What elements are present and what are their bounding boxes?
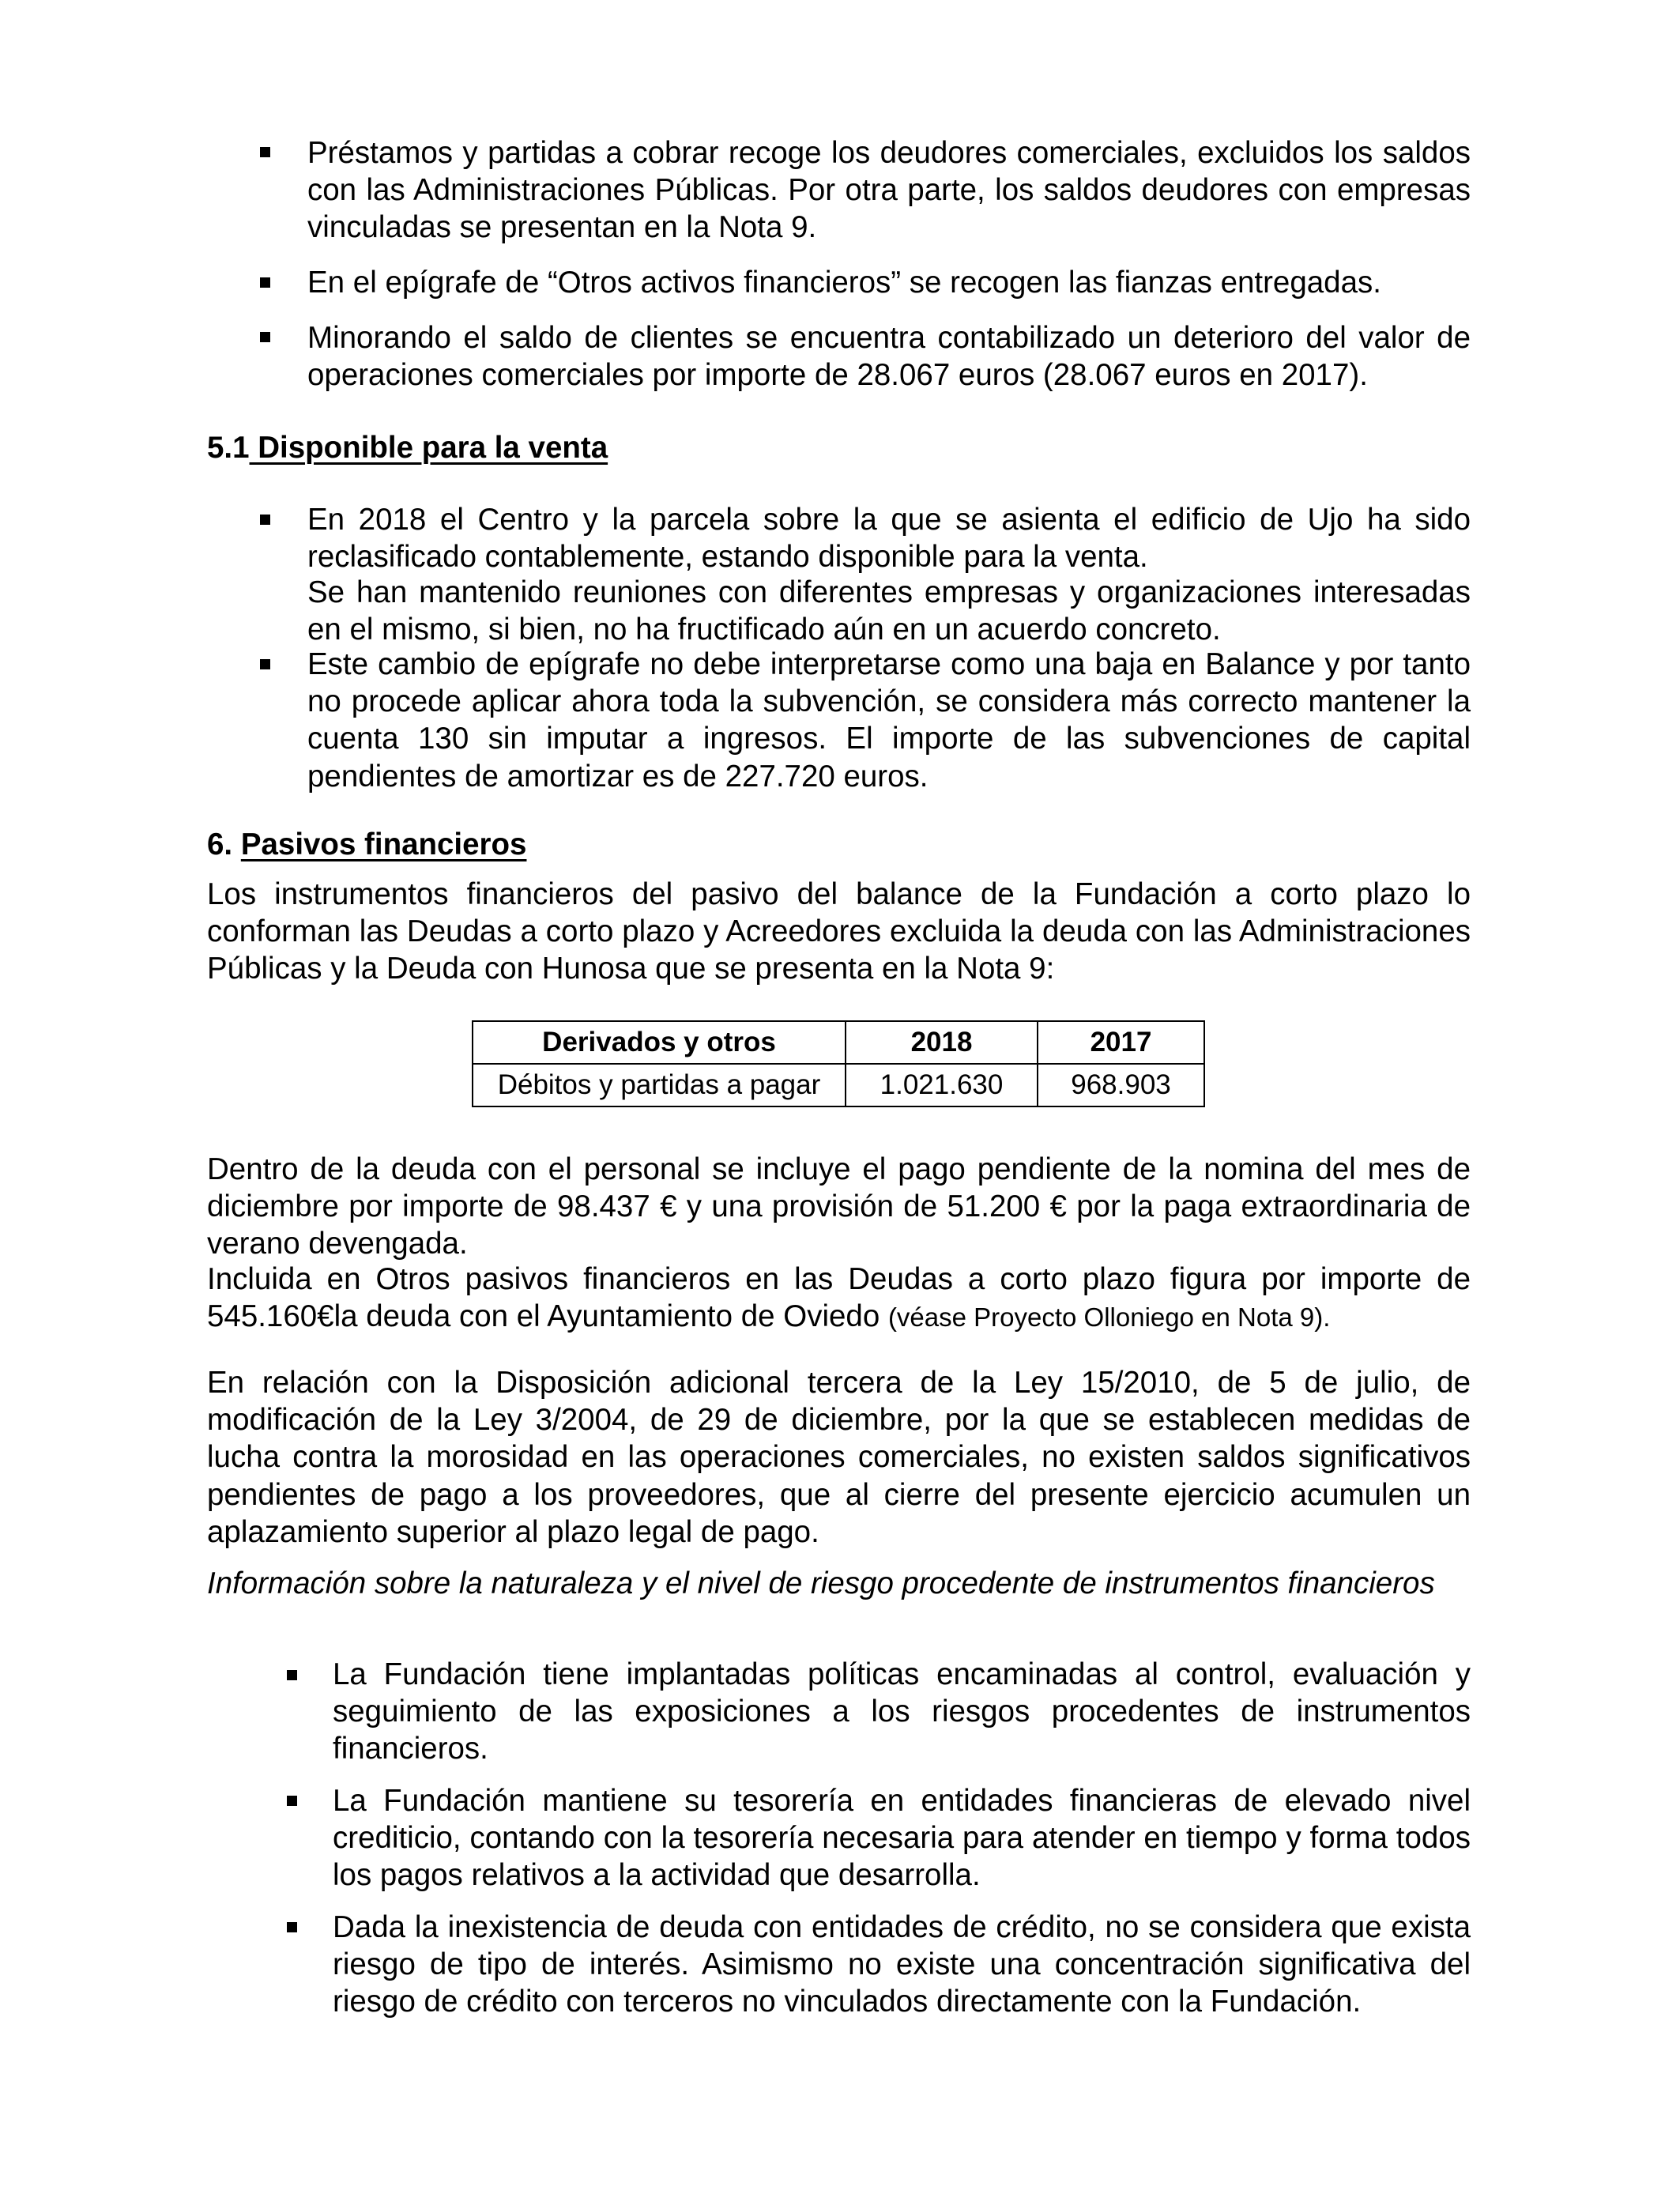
italic-subheading: Información sobre la naturaleza y el nivel de riesgo procedente de instrumentos financieros [207, 1566, 1435, 1600]
bullet-text: La Fundación tiene implantadas políticas encaminadas al control, evaluación y seguimiento de las exposiciones a los riesgos procedentes de instrumentos financieros. [333, 1657, 1471, 1766]
financial-table [472, 1020, 1205, 1107]
table-header: 2017 [1038, 1021, 1204, 1064]
bullet-text-continued: Se han mantenido reuniones con diferentes empresas y organizaciones interesadas en el mismo, si bien, no ha fructificado aún en un acuerdo concreto. [307, 575, 1471, 647]
bullet-text: Préstamos y partidas a cobrar recoge los deudores comerciales, excluidos los saldos con las Administraciones Públicas. Por otra parte, los saldos deudores con empresas vinculadas se presentan en la Nota 9. [307, 136, 1471, 245]
paragraph: En relación con la Disposición adicional tercera de la Ley 15/2010, de 5 de julio, de modificación de la Ley 3/2004, de 29 de diciembre, por la que se establecen medidas de lucha contra la morosidad en las operaciones comerciales, no existen saldos significativos pendientes de pago a los proveedores, que al cierre del presente ejercicio acumulen un aplazamiento superior al plazo legal de pago. [207, 1366, 1471, 1549]
section-title: Disponible para la venta [249, 431, 608, 465]
paragraph [207, 1261, 1471, 1336]
bullet-text: La Fundación mantiene su tesorería en entidades financieras de elevado nivel crediticio, contando con la tesorería necesaria para atender en tiempo y forma todos los pagos relativos a la actividad que desarrolla. [333, 1784, 1471, 1893]
section-intro: Los instrumentos financieros del pasivo del balance de la Fundación a corto plazo lo conforman las Deudas a corto plazo y Acreedores excluida la deuda con las Administraciones Públicas y la Deuda con Hunosa que se presenta en la Nota 9: [207, 877, 1471, 986]
table-cell: Débitos y partidas a pagar [473, 1064, 846, 1106]
bullet-square-icon [260, 515, 270, 525]
section-heading-5-1 [207, 429, 608, 466]
section-heading-6 [207, 826, 526, 863]
table-cell: 968.903 [1038, 1064, 1204, 1106]
paragraph: Dentro de la deuda con el personal se incluye el pago pendiente de la nomina del mes de diciembre por importe de 98.437 € y una provisión de 51.200 € por la paga extraordinaria de verano devengada. [207, 1152, 1471, 1261]
bullet-square-icon [260, 147, 270, 157]
table-header-row [473, 1021, 1204, 1064]
table-header: Derivados y otros [473, 1021, 846, 1064]
bullet-square-icon [287, 1796, 297, 1806]
paragraph-text: Incluida en Otros pasivos financieros en las Deudas a corto plazo figura por importe de 545.160€la deuda con el Ayuntamiento de Oviedo [207, 1262, 1471, 1334]
bullet-text: En el epígrafe de “Otros activos financieros” se recogen las fianzas entregadas. [307, 266, 1381, 300]
section-number: 5.1 [207, 431, 250, 465]
bullet-text: En 2018 el Centro y la parcela sobre la que se asienta el edificio de Ujo ha sido reclasificado contablemente, estando disponible para la venta. [307, 503, 1471, 575]
section-title: Pasivos financieros [240, 827, 527, 861]
bullet-text: Este cambio de epígrafe no debe interpretarse como una baja en Balance y por tanto no procede aplicar ahora toda la subvención, se considera más correcto mantener la cuenta 130 sin imputar a ingresos. El importe de las subvenciones de capital pendientes de amortizar es de 227.720 euros. [307, 647, 1471, 794]
table-cell: 1.021.630 [846, 1064, 1038, 1106]
table-row [473, 1064, 1204, 1106]
bullet-text: Minorando el saldo de clientes se encuentra contabilizado un deterioro del valor de operaciones comerciales por importe de 28.067 euros (28.067 euros en 2017). [307, 321, 1471, 393]
bullet-square-icon [260, 277, 270, 288]
bullet-square-icon [260, 332, 270, 342]
bullet-square-icon [287, 1922, 297, 1932]
table-header: 2018 [846, 1021, 1038, 1064]
bullet-text: Dada la inexistencia de deuda con entidades de crédito, no se considera que exista riesgo de tipo de interés. Asimismo no existe una concentración significativa del riesgo de crédito con terceros no vinculados directamente con la Fundación. [333, 1910, 1471, 2019]
paragraph-note: (véase Proyecto Olloniego en Nota 9). [887, 1302, 1331, 1333]
bullet-square-icon [260, 659, 270, 669]
section-number: 6. [207, 827, 233, 861]
bullet-square-icon [287, 1670, 297, 1680]
